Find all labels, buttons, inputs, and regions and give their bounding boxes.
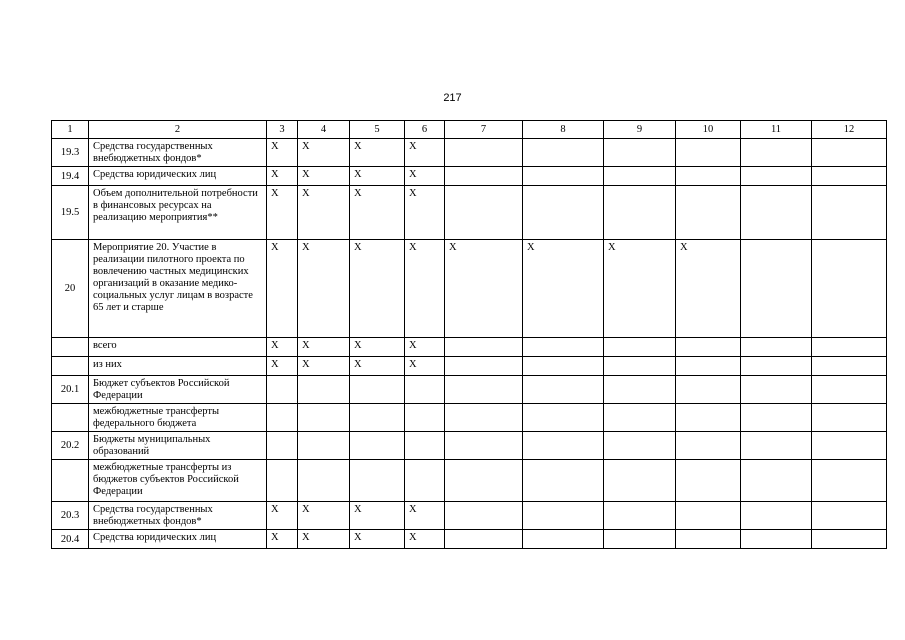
row-number-cell: 20.2: [52, 432, 89, 460]
value-cell: X: [405, 338, 445, 357]
value-cell: [676, 530, 741, 549]
value-cell: [812, 502, 887, 530]
value-cell: [523, 530, 604, 549]
value-cell: X: [267, 502, 298, 530]
value-cell: [445, 139, 523, 167]
value-cell: [604, 357, 676, 376]
value-cell: [741, 357, 812, 376]
value-cell: X: [298, 186, 350, 240]
header-cell: 10: [676, 121, 741, 139]
value-cell: X: [267, 240, 298, 338]
row-name-cell: Объем дополнительной потребности в финансовых ресурсах на реализацию мероприятия**: [89, 186, 267, 240]
value-cell: [741, 404, 812, 432]
value-cell: [812, 357, 887, 376]
value-cell: X: [405, 240, 445, 338]
financing-table: [51, 120, 887, 549]
value-cell: [523, 502, 604, 530]
header-row: [52, 121, 887, 139]
header-cell: 12: [812, 121, 887, 139]
value-cell: [676, 376, 741, 404]
value-cell: X: [350, 167, 405, 186]
value-cell: [523, 376, 604, 404]
row-number-cell: 19.3: [52, 139, 89, 167]
value-cell: X: [298, 338, 350, 357]
value-cell: [676, 404, 741, 432]
value-cell: X: [267, 139, 298, 167]
header-cell: 2: [89, 121, 267, 139]
table-row: [52, 338, 887, 357]
header-cell: 9: [604, 121, 676, 139]
value-cell: X: [298, 502, 350, 530]
value-cell: X: [267, 530, 298, 549]
value-cell: X: [298, 240, 350, 338]
row-number-cell: [52, 460, 89, 502]
header-cell: 3: [267, 121, 298, 139]
value-cell: [298, 376, 350, 404]
value-cell: X: [405, 530, 445, 549]
value-cell: [604, 460, 676, 502]
value-cell: [523, 167, 604, 186]
row-number-cell: 20.4: [52, 530, 89, 549]
value-cell: [604, 530, 676, 549]
value-cell: [604, 376, 676, 404]
row-name-cell: Средства юридических лиц: [89, 530, 267, 549]
value-cell: [405, 376, 445, 404]
value-cell: [523, 139, 604, 167]
row-number-cell: [52, 404, 89, 432]
value-cell: X: [350, 357, 405, 376]
value-cell: [523, 432, 604, 460]
value-cell: [523, 404, 604, 432]
value-cell: [267, 460, 298, 502]
value-cell: [741, 530, 812, 549]
value-cell: X: [350, 530, 405, 549]
value-cell: [405, 432, 445, 460]
header-cell: 5: [350, 121, 405, 139]
row-name-cell: Средства юридических лиц: [89, 167, 267, 186]
value-cell: [350, 376, 405, 404]
value-cell: [350, 460, 405, 502]
value-cell: [676, 338, 741, 357]
value-cell: [445, 502, 523, 530]
value-cell: [741, 167, 812, 186]
value-cell: [676, 460, 741, 502]
value-cell: [741, 460, 812, 502]
value-cell: [405, 404, 445, 432]
value-cell: [812, 530, 887, 549]
header-cell: 4: [298, 121, 350, 139]
table-row: [52, 376, 887, 404]
row-name-cell: Бюджет субъектов Российской Федерации: [89, 376, 267, 404]
header-cell: 8: [523, 121, 604, 139]
row-name-cell: из них: [89, 357, 267, 376]
value-cell: X: [298, 530, 350, 549]
value-cell: [445, 338, 523, 357]
value-cell: X: [445, 240, 523, 338]
page-number: 217: [443, 92, 462, 104]
value-cell: X: [676, 240, 741, 338]
value-cell: X: [267, 338, 298, 357]
value-cell: X: [350, 240, 405, 338]
table-row: [52, 186, 887, 240]
value-cell: [298, 432, 350, 460]
value-cell: [445, 530, 523, 549]
value-cell: [604, 139, 676, 167]
value-cell: X: [267, 167, 298, 186]
header-cell: 11: [741, 121, 812, 139]
value-cell: [812, 240, 887, 338]
table-row: [52, 502, 887, 530]
value-cell: [350, 432, 405, 460]
value-cell: [298, 460, 350, 502]
value-cell: [676, 186, 741, 240]
value-cell: X: [350, 186, 405, 240]
value-cell: [676, 139, 741, 167]
value-cell: X: [298, 167, 350, 186]
value-cell: [741, 338, 812, 357]
value-cell: X: [405, 167, 445, 186]
value-cell: [445, 376, 523, 404]
value-cell: [741, 376, 812, 404]
table-row: [52, 404, 887, 432]
value-cell: [445, 404, 523, 432]
value-cell: X: [350, 139, 405, 167]
row-name-cell: Средства государственных внебюджетных фондов*: [89, 502, 267, 530]
row-number-cell: [52, 338, 89, 357]
value-cell: [445, 432, 523, 460]
table-row: [52, 432, 887, 460]
header-cell: 6: [405, 121, 445, 139]
value-cell: [741, 240, 812, 338]
row-number-cell: [52, 357, 89, 376]
value-cell: [267, 376, 298, 404]
value-cell: X: [523, 240, 604, 338]
value-cell: [604, 167, 676, 186]
value-cell: [604, 502, 676, 530]
value-cell: [445, 167, 523, 186]
value-cell: [298, 404, 350, 432]
value-cell: [523, 338, 604, 357]
value-cell: [676, 502, 741, 530]
value-cell: [604, 432, 676, 460]
row-number-cell: 19.5: [52, 186, 89, 240]
table-row: [52, 139, 887, 167]
value-cell: X: [267, 186, 298, 240]
row-name-cell: межбюджетные трансферты федерального бюджета: [89, 404, 267, 432]
row-name-cell: всего: [89, 338, 267, 357]
value-cell: [267, 404, 298, 432]
table-body: [52, 121, 887, 549]
value-cell: [676, 167, 741, 186]
value-cell: [812, 139, 887, 167]
row-name-cell: Мероприятие 20. Участие в реализации пилотного проекта по вовлечению частных медицинских организаций в оказание медико-социальных услуг лицам в возрасте 65 лет и старше: [89, 240, 267, 338]
value-cell: X: [405, 357, 445, 376]
value-cell: [676, 357, 741, 376]
row-number-cell: 19.4: [52, 167, 89, 186]
value-cell: X: [350, 502, 405, 530]
value-cell: [523, 186, 604, 240]
value-cell: [812, 404, 887, 432]
table-row: [52, 530, 887, 549]
row-number-cell: 20: [52, 240, 89, 338]
table-row: [52, 357, 887, 376]
value-cell: [812, 167, 887, 186]
value-cell: [676, 432, 741, 460]
value-cell: [812, 432, 887, 460]
row-name-cell: Бюджеты муниципальных образований: [89, 432, 267, 460]
value-cell: [741, 139, 812, 167]
table-row: [52, 240, 887, 338]
value-cell: [445, 357, 523, 376]
row-name-cell: межбюджетные трансферты из бюджетов субъектов Российской Федерации: [89, 460, 267, 502]
value-cell: [741, 502, 812, 530]
value-cell: [812, 338, 887, 357]
value-cell: [523, 460, 604, 502]
value-cell: [267, 432, 298, 460]
value-cell: [445, 460, 523, 502]
value-cell: [445, 186, 523, 240]
value-cell: X: [298, 139, 350, 167]
value-cell: [604, 186, 676, 240]
table-row: [52, 460, 887, 502]
value-cell: [405, 460, 445, 502]
row-name-cell: Средства государственных внебюджетных фондов*: [89, 139, 267, 167]
row-number-cell: 20.3: [52, 502, 89, 530]
value-cell: [812, 186, 887, 240]
value-cell: [350, 404, 405, 432]
value-cell: X: [298, 357, 350, 376]
value-cell: [523, 357, 604, 376]
table-row: [52, 167, 887, 186]
value-cell: [812, 460, 887, 502]
row-number-cell: 20.1: [52, 376, 89, 404]
value-cell: X: [405, 139, 445, 167]
value-cell: [741, 186, 812, 240]
value-cell: [604, 338, 676, 357]
value-cell: X: [350, 338, 405, 357]
value-cell: X: [405, 502, 445, 530]
value-cell: [741, 432, 812, 460]
value-cell: X: [267, 357, 298, 376]
header-cell: 7: [445, 121, 523, 139]
value-cell: [604, 404, 676, 432]
value-cell: X: [405, 186, 445, 240]
value-cell: X: [604, 240, 676, 338]
value-cell: [812, 376, 887, 404]
header-cell: 1: [52, 121, 89, 139]
